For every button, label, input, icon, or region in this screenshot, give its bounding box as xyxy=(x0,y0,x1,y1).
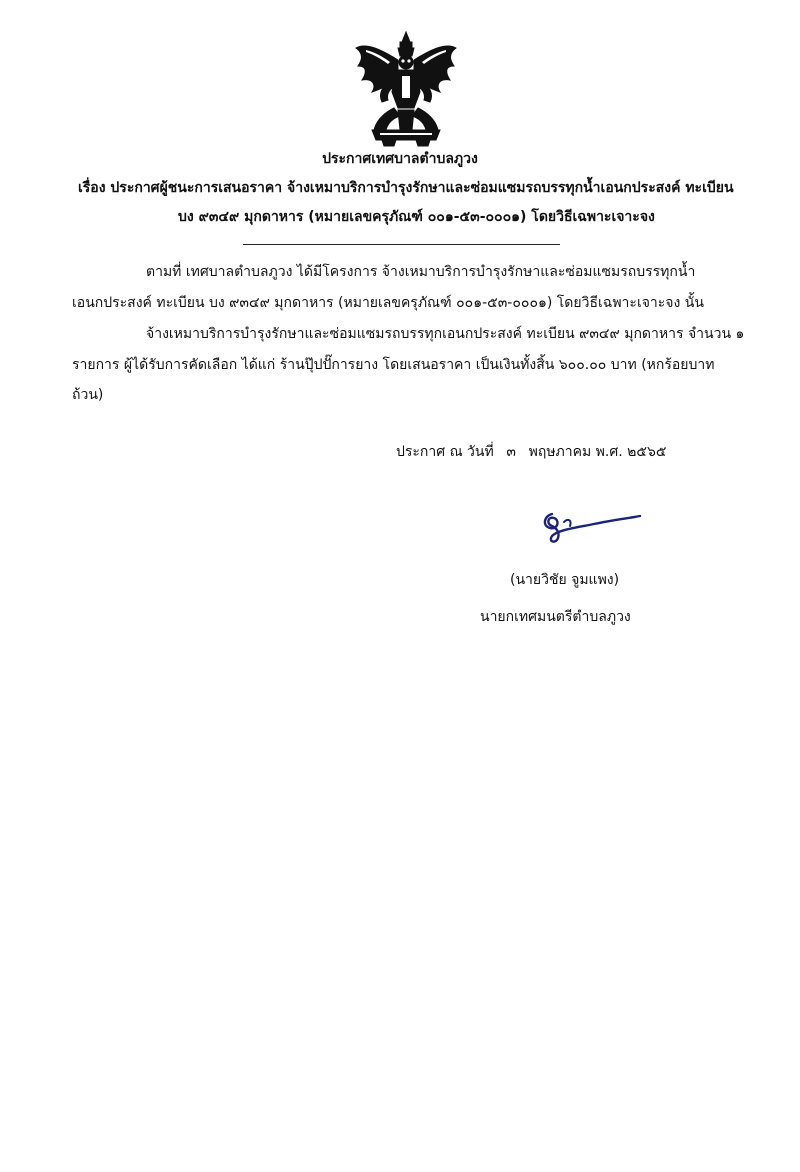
paragraph-1-line-1: ตามที่ เทศบาลตำบลภูวง ได้มีโครงการ จ้างเหมาบริการบำรุงรักษาและซ่อมแซมรถบรรทุกน้ำ xyxy=(146,264,696,280)
announcement-date xyxy=(396,443,666,461)
subject-line-2: บง ๙๓๔๙ มุกดาหาร (หมายเลขครุภัณฑ์ ๐๐๑-๕๓-๐๐๐๑) โดยวิธีเฉพาะเจาะจง xyxy=(178,209,655,225)
signatory-name: (นายวิชัย จูมแพง) xyxy=(510,572,620,588)
paragraph-2-line-1: จ้างเหมาบริการบำรุงรักษาและซ่อมแซมรถบรรทุกเอนกประสงค์ ทะเบียน ๙๓๔๙ มุกดาหาร จำนวน ๑ xyxy=(146,326,745,342)
subject-line-1: เรื่อง ประกาศผู้ชนะการเสนอราคา จ้างเหมาบริการบำรุงรักษาและซ่อมแซมรถบรรทุกน้ำเอนกประสงค์ ทะเบียน xyxy=(78,180,734,196)
header-divider xyxy=(243,244,560,245)
date-month-year: พฤษภาคม พ.ศ. ๒๕๖๕ xyxy=(528,444,667,460)
signatory-position: นายกเทศมนตรีตำบลภูวง xyxy=(480,609,631,625)
date-day: ๓ xyxy=(506,444,516,460)
paragraph-2-line-3: ถ้วน) xyxy=(72,387,104,403)
handwritten-signature xyxy=(538,508,642,548)
agency-title: ประกาศเทศบาลตำบลภูวง xyxy=(322,151,478,167)
paragraph-2-line-2: รายการ ผู้ได้รับการคัดเลือก ได้แก่ ร้านปุ๊ปปั๊การยาง โดยเสนอราคา เป็นเงินทั้งสิ้น ๖๐๐.๐๐ บาท (หกร้อยบาท xyxy=(72,357,715,373)
date-prefix: ประกาศ ณ วันที่ xyxy=(396,444,494,460)
paragraph-1-line-2: เอนกประสงค์ ทะเบียน บง ๙๓๔๙ มุกดาหาร (หมายเลขครุภัณฑ์ ๐๐๑-๕๓-๐๐๐๑) โดยวิธีเฉพาะเจาะจง นั้น xyxy=(72,295,704,311)
garuda-emblem-icon xyxy=(352,30,460,148)
